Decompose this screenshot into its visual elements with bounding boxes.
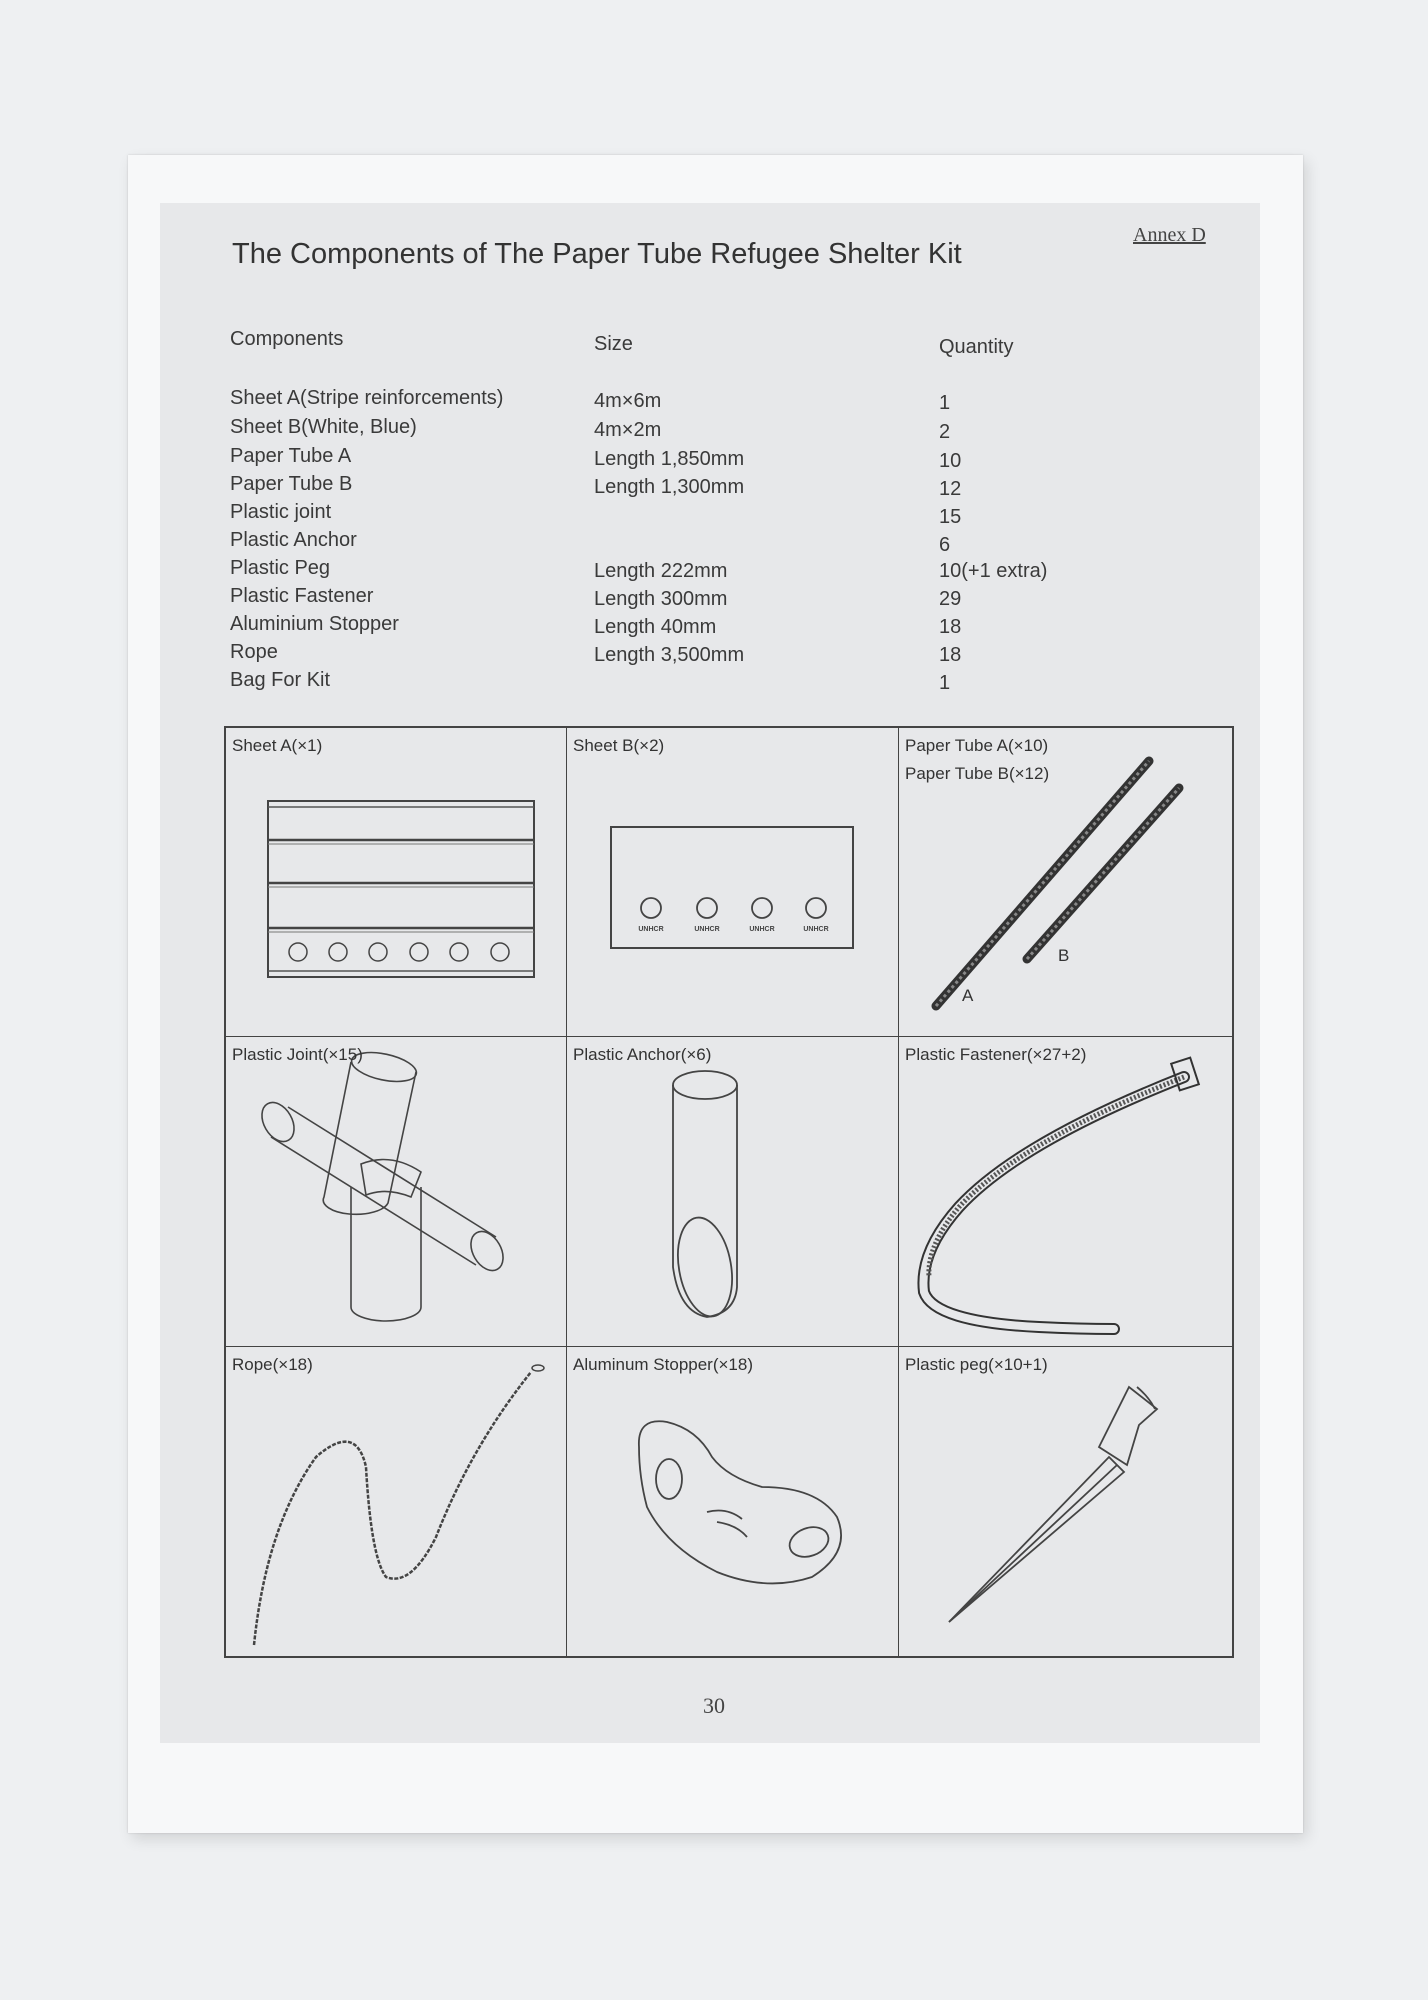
table-row <box>230 445 1130 473</box>
table-row <box>230 557 1130 585</box>
sheet-b-label: Sheet B(×2) <box>573 736 665 755</box>
cell-plastic-fastener <box>898 1036 1233 1347</box>
cell-rope <box>225 1346 567 1657</box>
component-qty: 18 <box>939 644 962 666</box>
table-row <box>230 641 1130 669</box>
figures-grid <box>224 726 1234 1658</box>
unhcr-logo-text: UNHCR <box>694 926 720 933</box>
table-row <box>230 416 1130 444</box>
component-size: Length 40mm <box>594 616 717 638</box>
plastic-joint-drawing <box>226 1037 566 1346</box>
component-name: Plastic Fastener <box>230 585 374 607</box>
component-size: Length 1,300mm <box>594 476 745 498</box>
component-qty: 18 <box>939 616 962 638</box>
component-name: Sheet B(White, Blue) <box>230 416 417 438</box>
plastic-peg-drawing <box>899 1347 1232 1656</box>
table-row <box>230 473 1130 501</box>
rope-label: Rope(×18) <box>232 1355 313 1374</box>
cell-sheet-b <box>566 727 899 1037</box>
component-qty: 1 <box>939 392 951 414</box>
tube-b-label: Paper Tube B(×12) <box>905 764 1050 783</box>
cell-plastic-anchor <box>566 1036 899 1347</box>
component-qty: 10 <box>939 450 962 472</box>
tube-a-label: Paper Tube A(×10) <box>905 736 1049 755</box>
component-name: Paper Tube A <box>230 445 352 467</box>
unhcr-logo-text: UNHCR <box>749 926 775 933</box>
page-number: 30 <box>703 1693 725 1718</box>
page-title: The Components of The Paper Tube Refugee Shelter Kit <box>232 238 962 270</box>
component-name: Rope <box>230 641 278 663</box>
tube-b-marker: B <box>1058 946 1070 965</box>
sheet-a-label: Sheet A(×1) <box>232 736 323 755</box>
plastic-anchor-drawing <box>567 1037 898 1346</box>
tube-a-marker: A <box>962 986 974 1005</box>
annex-label: Annex D <box>1133 224 1206 246</box>
component-size: Length 222mm <box>594 560 728 582</box>
plastic-fastener-drawing <box>899 1037 1232 1346</box>
component-qty: 6 <box>939 534 951 556</box>
component-name: Paper Tube B <box>230 473 353 495</box>
component-size: 4m×6m <box>594 390 662 412</box>
component-name: Aluminium Stopper <box>230 613 399 635</box>
cell-plastic-joint <box>225 1036 567 1347</box>
component-size: Length 3,500mm <box>594 644 745 666</box>
component-qty: 29 <box>939 588 962 610</box>
cell-aluminum-stopper <box>566 1346 899 1657</box>
peg-label: Plastic peg(×10+1) <box>905 1355 1048 1374</box>
component-size: Length 300mm <box>594 588 728 610</box>
component-size: Length 1,850mm <box>594 448 745 470</box>
stopper-label: Aluminum Stopper(×18) <box>573 1355 754 1374</box>
cell-paper-tubes <box>898 727 1233 1037</box>
header-quantity: Quantity <box>939 336 1014 358</box>
rope-drawing <box>226 1347 566 1656</box>
component-name: Bag For Kit <box>230 669 331 691</box>
cell-sheet-a <box>225 727 567 1037</box>
header-components: Components <box>230 328 344 350</box>
aluminum-stopper-drawing <box>567 1347 898 1656</box>
table-row <box>230 529 1130 557</box>
fastener-label: Plastic Fastener(×27+2) <box>905 1045 1087 1064</box>
sheet-a-drawing <box>226 728 566 1036</box>
table-row <box>230 613 1130 641</box>
table-row <box>230 585 1130 613</box>
table-row <box>230 669 1130 697</box>
header-size: Size <box>594 333 633 355</box>
paper-tubes-label <box>905 732 1049 788</box>
unhcr-logo-text: UNHCR <box>803 926 829 933</box>
component-qty: 1 <box>939 672 951 694</box>
table-row <box>230 501 1130 529</box>
component-qty: 12 <box>939 478 962 500</box>
unhcr-logo-text: UNHCR <box>638 926 664 933</box>
component-name: Plastic Peg <box>230 557 331 579</box>
component-name: Sheet A(Stripe reinforcements) <box>230 387 504 409</box>
sheet-b-drawing <box>567 728 898 1036</box>
component-qty: 15 <box>939 506 962 528</box>
component-name: Plastic Anchor <box>230 529 357 551</box>
anchor-label: Plastic Anchor(×6) <box>573 1045 712 1064</box>
component-name: Plastic joint <box>230 501 332 523</box>
component-qty: 10(+1 extra) <box>939 560 1048 582</box>
cell-plastic-peg <box>898 1346 1233 1657</box>
joint-label: Plastic Joint(×15) <box>232 1045 363 1064</box>
table-row <box>230 387 1130 415</box>
component-size: 4m×2m <box>594 419 662 441</box>
component-qty: 2 <box>939 421 951 443</box>
